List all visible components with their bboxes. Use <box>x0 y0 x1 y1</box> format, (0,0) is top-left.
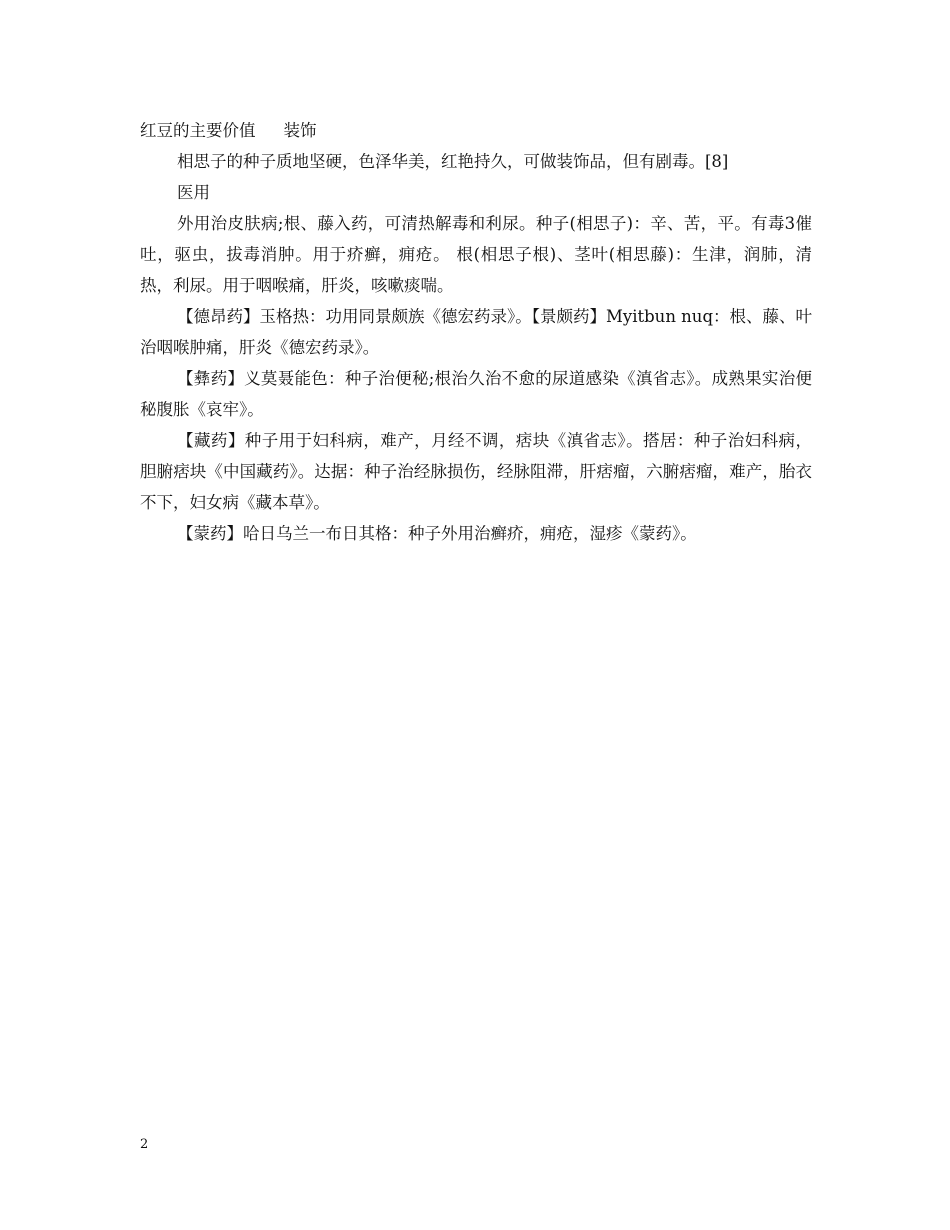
page-number: 2 <box>140 1137 149 1152</box>
document-body <box>140 115 812 549</box>
paragraph-yi: 【彝药】义莫聂能色：种子治便秘;根治久治不愈的尿道感染《滇省志》。成熟果实治便秘腹胀《哀牢》。 <box>140 369 812 419</box>
section-heading <box>140 115 812 146</box>
paragraph-medical-heading: 医用 <box>177 183 210 202</box>
paragraph-decoration: 相思子的种子质地坚硬，色泽华美，红艳持久，可做装饰品，但有剧毒。[8] <box>177 152 729 171</box>
paragraph-tibetan: 【藏药】种子用于妇科病，难产，月经不调，痞块《滇省志》。搭居：种子治妇科病，胆腑痞块《中国藏药》。达据：种子治经脉损伤，经脉阻滞，肝痞瘤，六腑痞瘤，难产，胎衣不下，妇女病《藏本草》。 <box>140 431 812 512</box>
paragraph-medical-use: 外用治皮肤病;根、藤入药，可清热解毒和利尿。种子(相思子)：辛、苦，平。有毒3催吐，驱虫，拔毒消肿。用于疥癣，痈疮。 根(相思子根)、茎叶(相思藤)：生津，润肺，清热，利尿。用于咽喉痛，肝炎，咳嗽痰喘。 <box>140 214 812 295</box>
paragraph-deang-jingpo: 【德昂药】玉格热：功用同景颇族《德宏药录》。【景颇药】Myitbun nuq：根、藤、叶治咽喉肿痛，肝炎《德宏药录》。 <box>140 307 813 357</box>
heading-subtitle: 装饰 <box>283 121 317 140</box>
paragraph-mongolian: 【蒙药】哈日乌兰一布日其格：种子外用治癣疥，痈疮，湿疹《蒙药》。 <box>177 524 697 543</box>
heading-title: 红豆的主要价值 <box>140 121 256 140</box>
